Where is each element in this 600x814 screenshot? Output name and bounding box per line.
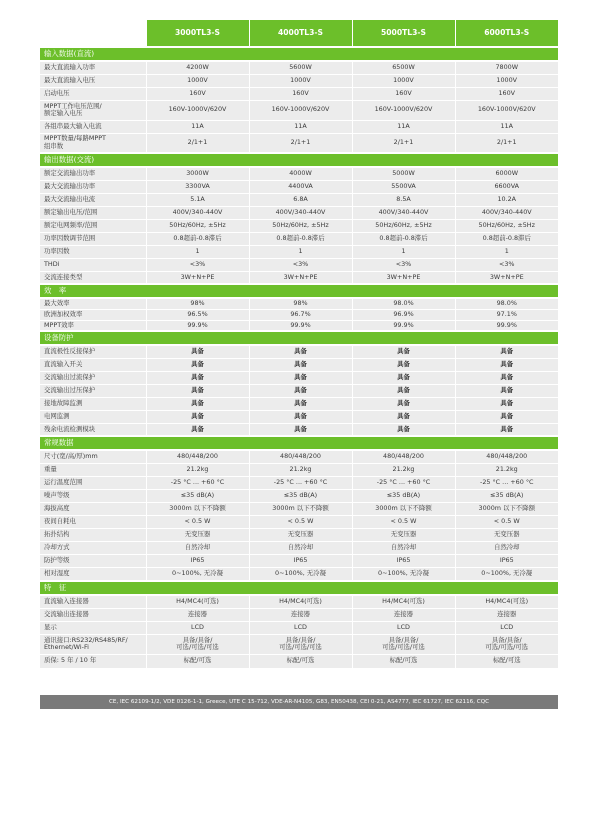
spec-row xyxy=(40,567,558,581)
spec-value: 具备 xyxy=(146,358,249,371)
spec-value: 50Hz/60Hz, ±5Hz xyxy=(146,219,249,232)
spec-label: 直流极性反接保护 xyxy=(40,345,146,358)
spec-value: H4/MC4(可选) xyxy=(249,595,352,608)
spec-value: 自然冷却 xyxy=(249,541,352,554)
spec-value: 21.2kg xyxy=(455,463,558,476)
spec-value: 4200W xyxy=(146,61,249,74)
spec-row xyxy=(40,309,558,320)
spec-value: 6000W xyxy=(455,167,558,180)
spec-value: ≤35 dB(A) xyxy=(352,489,455,502)
section-title: 输出数据(交流) xyxy=(40,153,558,167)
spec-label: 最大直流输入电压 xyxy=(40,74,146,87)
section-title: 输入数据(直流) xyxy=(40,47,558,61)
spec-value: 标配/可选 xyxy=(455,654,558,668)
spec-value: 1000V xyxy=(455,74,558,87)
spec-value: 标配/可选 xyxy=(352,654,455,668)
section-header xyxy=(40,331,558,345)
spec-value: H4/MC4(可选) xyxy=(455,595,558,608)
spec-row xyxy=(40,595,558,608)
spec-value: IP65 xyxy=(146,554,249,567)
spec-value: 99.9% xyxy=(455,320,558,331)
spec-sheet xyxy=(40,20,558,669)
spec-value: 0~100%, 无冷凝 xyxy=(146,567,249,581)
spec-value: 标配/可选 xyxy=(249,654,352,668)
spec-row xyxy=(40,258,558,271)
spec-value: 0~100%, 无冷凝 xyxy=(249,567,352,581)
spec-value: 自然冷却 xyxy=(352,541,455,554)
spec-value: 连接器 xyxy=(455,608,558,621)
spec-value: 3W+N+PE xyxy=(455,271,558,284)
spec-value: 400V/340-440V xyxy=(455,206,558,219)
spec-value: 具备 xyxy=(146,371,249,384)
section-header xyxy=(40,436,558,450)
section-title: 效 率 xyxy=(40,284,558,298)
spec-label: 额定输出电压/范围 xyxy=(40,206,146,219)
spec-label: MPPT效率 xyxy=(40,320,146,331)
spec-value: 480/448/200 xyxy=(455,450,558,463)
spec-value: 3000W xyxy=(146,167,249,180)
spec-label: 交流输出连接器 xyxy=(40,608,146,621)
spec-value: 160V xyxy=(249,87,352,100)
spec-value: 400V/340-440V xyxy=(249,206,352,219)
spec-label: 最大效率 xyxy=(40,298,146,309)
spec-value: 具备/具备/ 可选/可选/可选 xyxy=(455,634,558,654)
spec-value: 2/1+1 xyxy=(249,133,352,153)
spec-row xyxy=(40,100,558,120)
spec-value: H4/MC4(可选) xyxy=(146,595,249,608)
spec-value: 3000m 以下不降额 xyxy=(146,502,249,515)
spec-value: 21.2kg xyxy=(352,463,455,476)
spec-value: 3300VA xyxy=(146,180,249,193)
spec-value: 480/448/200 xyxy=(249,450,352,463)
spec-row xyxy=(40,245,558,258)
spec-value: LCD xyxy=(352,621,455,634)
spec-row xyxy=(40,74,558,87)
spec-value: 具备 xyxy=(146,423,249,436)
spec-row xyxy=(40,61,558,74)
spec-value: 具备 xyxy=(455,371,558,384)
spec-value: LCD xyxy=(146,621,249,634)
spec-value: -25 °C ... +60 °C xyxy=(455,476,558,489)
spec-value: 480/448/200 xyxy=(352,450,455,463)
spec-row xyxy=(40,87,558,100)
spec-value: 3000m 以下不降额 xyxy=(352,502,455,515)
spec-value: 99.9% xyxy=(249,320,352,331)
spec-label: THDi xyxy=(40,258,146,271)
spec-value: 160V-1000V/620V xyxy=(249,100,352,120)
spec-row xyxy=(40,167,558,180)
spec-value: 3W+N+PE xyxy=(146,271,249,284)
spec-value: 160V-1000V/620V xyxy=(352,100,455,120)
spec-value: 具备 xyxy=(455,410,558,423)
spec-value: 3000m 以下不降额 xyxy=(455,502,558,515)
spec-value: 无变压器 xyxy=(146,528,249,541)
section-header xyxy=(40,153,558,167)
spec-body xyxy=(40,47,558,668)
spec-value: 11A xyxy=(146,120,249,133)
spec-value: 0.8超前-0.8滞后 xyxy=(352,232,455,245)
spec-value: 6500W xyxy=(352,61,455,74)
spec-row xyxy=(40,384,558,397)
spec-label: MPPT数量/每路MPPT 组串数 xyxy=(40,133,146,153)
spec-value: ≤35 dB(A) xyxy=(455,489,558,502)
spec-value: 具备/具备/ 可选/可选/可选 xyxy=(352,634,455,654)
spec-value: 具备 xyxy=(352,423,455,436)
section-title: 特 征 xyxy=(40,581,558,595)
spec-value: 400V/340-440V xyxy=(146,206,249,219)
spec-label: 噪声等级 xyxy=(40,489,146,502)
spec-value: 2/1+1 xyxy=(146,133,249,153)
spec-label: 冷却方式 xyxy=(40,541,146,554)
spec-value: 连接器 xyxy=(146,608,249,621)
spec-value: < 0.5 W xyxy=(249,515,352,528)
spec-value: 98.0% xyxy=(455,298,558,309)
spec-value: 具备 xyxy=(455,345,558,358)
spec-value: 3000m 以下不降额 xyxy=(249,502,352,515)
spec-value: 具备 xyxy=(352,358,455,371)
spec-label: 启动电压 xyxy=(40,87,146,100)
spec-value: 6600VA xyxy=(455,180,558,193)
spec-row xyxy=(40,206,558,219)
spec-row xyxy=(40,271,558,284)
spec-row xyxy=(40,489,558,502)
spec-label: 功率因数 xyxy=(40,245,146,258)
spec-label: 各组串最大输入电流 xyxy=(40,120,146,133)
spec-label: 欧洲加权效率 xyxy=(40,309,146,320)
spec-label: 显示 xyxy=(40,621,146,634)
spec-value: 具备 xyxy=(146,345,249,358)
spec-value: 具备 xyxy=(352,410,455,423)
spec-value: 11A xyxy=(352,120,455,133)
spec-row xyxy=(40,654,558,668)
spec-value: LCD xyxy=(455,621,558,634)
spec-value: 具备 xyxy=(455,397,558,410)
spec-value: 21.2kg xyxy=(249,463,352,476)
spec-row xyxy=(40,320,558,331)
spec-value: 4400VA xyxy=(249,180,352,193)
spec-value: 无变压器 xyxy=(249,528,352,541)
spec-label: 相对湿度 xyxy=(40,567,146,581)
spec-label: 残余电流检测模块 xyxy=(40,423,146,436)
spec-value: 具备 xyxy=(455,423,558,436)
spec-value: 11A xyxy=(249,120,352,133)
spec-value: 具备 xyxy=(455,358,558,371)
spec-value: 无变压器 xyxy=(455,528,558,541)
spec-label: 交流输出过流保护 xyxy=(40,371,146,384)
spec-row xyxy=(40,634,558,654)
spec-value: 0~100%, 无冷凝 xyxy=(455,567,558,581)
spec-value: 具备 xyxy=(249,410,352,423)
spec-label: 海拔高度 xyxy=(40,502,146,515)
spec-label: 拓扑结构 xyxy=(40,528,146,541)
spec-value: 3W+N+PE xyxy=(249,271,352,284)
spec-value: 11A xyxy=(455,120,558,133)
spec-row xyxy=(40,133,558,153)
spec-value: 98.0% xyxy=(352,298,455,309)
spec-label: 交流连接类型 xyxy=(40,271,146,284)
spec-row xyxy=(40,476,558,489)
spec-label: 防护等级 xyxy=(40,554,146,567)
spec-label: 交流输出过压保护 xyxy=(40,384,146,397)
spec-value: 160V-1000V/620V xyxy=(455,100,558,120)
spec-value: 5000W xyxy=(352,167,455,180)
spec-row xyxy=(40,528,558,541)
spec-value: 7800W xyxy=(455,61,558,74)
spec-value: < 0.5 W xyxy=(352,515,455,528)
spec-value: 50Hz/60Hz, ±5Hz xyxy=(249,219,352,232)
spec-row xyxy=(40,515,558,528)
spec-label: 运行温度范围 xyxy=(40,476,146,489)
spec-label: 接地故障监测 xyxy=(40,397,146,410)
spec-value: 1000V xyxy=(146,74,249,87)
spec-label: 电网监测 xyxy=(40,410,146,423)
spec-label: 直流输入连接器 xyxy=(40,595,146,608)
spec-value: 具备 xyxy=(249,397,352,410)
spec-value: 1 xyxy=(146,245,249,258)
spec-label: 最大直流输入功率 xyxy=(40,61,146,74)
spec-row xyxy=(40,298,558,309)
spec-value: 自然冷却 xyxy=(455,541,558,554)
section-header xyxy=(40,284,558,298)
section-title: 常规数据 xyxy=(40,436,558,450)
spec-row xyxy=(40,541,558,554)
spec-value: 98% xyxy=(249,298,352,309)
spec-value: 50Hz/60Hz, ±5Hz xyxy=(352,219,455,232)
spec-label: 直流输入开关 xyxy=(40,358,146,371)
spec-value: 具备 xyxy=(249,384,352,397)
model-header: 6000TL3-S xyxy=(455,20,558,47)
spec-value: 具备 xyxy=(249,423,352,436)
spec-row xyxy=(40,120,558,133)
spec-label: 最大交流输出功率 xyxy=(40,180,146,193)
spec-value: 具备 xyxy=(352,397,455,410)
spec-value: 5500VA xyxy=(352,180,455,193)
spec-row xyxy=(40,450,558,463)
spec-value: 98% xyxy=(146,298,249,309)
spec-value: 具备 xyxy=(455,384,558,397)
spec-value: < 0.5 W xyxy=(455,515,558,528)
spec-label: 夜间自耗电 xyxy=(40,515,146,528)
spec-row xyxy=(40,371,558,384)
spec-value: 1 xyxy=(352,245,455,258)
spec-value: IP65 xyxy=(352,554,455,567)
spec-value: 连接器 xyxy=(249,608,352,621)
spec-value: 1 xyxy=(249,245,352,258)
spec-value: 0.8超前-0.8滞后 xyxy=(249,232,352,245)
spec-value: 具备/具备/ 可选/可选/可选 xyxy=(146,634,249,654)
spec-value: 1 xyxy=(455,245,558,258)
section-title: 设备防护 xyxy=(40,331,558,345)
spec-value: 0.8超前-0.8滞后 xyxy=(146,232,249,245)
model-header: 4000TL3-S xyxy=(249,20,352,47)
spec-value: 8.5A xyxy=(352,193,455,206)
spec-value: 无变压器 xyxy=(352,528,455,541)
spec-value: 1000V xyxy=(352,74,455,87)
spec-value: 0~100%, 无冷凝 xyxy=(352,567,455,581)
spec-value: 标配/可选 xyxy=(146,654,249,668)
spec-value: 具备 xyxy=(249,345,352,358)
spec-row xyxy=(40,193,558,206)
spec-value: 具备 xyxy=(249,358,352,371)
spec-value: LCD xyxy=(249,621,352,634)
spec-value: 自然冷却 xyxy=(146,541,249,554)
spec-value: 具备 xyxy=(352,384,455,397)
spec-value: 96.9% xyxy=(352,309,455,320)
spec-value: < 0.5 W xyxy=(146,515,249,528)
spec-value: 99.9% xyxy=(352,320,455,331)
spec-value: 0.8超前-0.8滞后 xyxy=(455,232,558,245)
spec-label: 质保: 5 年 / 10 年 xyxy=(40,654,146,668)
spec-label: 重量 xyxy=(40,463,146,476)
spec-label: 额定电网频率/范围 xyxy=(40,219,146,232)
spec-row xyxy=(40,423,558,436)
spec-value: <3% xyxy=(455,258,558,271)
spec-value: 1000V xyxy=(249,74,352,87)
spec-value: 160V xyxy=(455,87,558,100)
spec-value: 2/1+1 xyxy=(352,133,455,153)
spec-row xyxy=(40,358,558,371)
spec-value: 具备 xyxy=(352,345,455,358)
spec-value: 50Hz/60Hz, ±5Hz xyxy=(455,219,558,232)
spec-row xyxy=(40,608,558,621)
spec-row xyxy=(40,463,558,476)
spec-row xyxy=(40,232,558,245)
model-header-row xyxy=(40,20,558,47)
section-header xyxy=(40,47,558,61)
model-header: 3000TL3-S xyxy=(146,20,249,47)
spec-value: <3% xyxy=(352,258,455,271)
spec-value: 99.9% xyxy=(146,320,249,331)
spec-label: 最大交流输出电流 xyxy=(40,193,146,206)
spec-value: 160V-1000V/620V xyxy=(146,100,249,120)
spec-value: 5.1A xyxy=(146,193,249,206)
spec-value: 5600W xyxy=(249,61,352,74)
spec-row xyxy=(40,180,558,193)
spec-value: 160V xyxy=(352,87,455,100)
spec-row xyxy=(40,345,558,358)
spec-value: -25 °C ... +60 °C xyxy=(249,476,352,489)
spec-label: 功率因数调节范围 xyxy=(40,232,146,245)
spec-row xyxy=(40,554,558,567)
spec-value: H4/MC4(可选) xyxy=(352,595,455,608)
spec-label: 通讯接口:RS232/RS485/RF/ Ethernet/Wi-Fi xyxy=(40,634,146,654)
spec-value: IP65 xyxy=(455,554,558,567)
spec-table xyxy=(40,20,558,669)
spec-value: 480/448/200 xyxy=(146,450,249,463)
spec-value: ≤35 dB(A) xyxy=(146,489,249,502)
spec-value: 具备/具备/ 可选/可选/可选 xyxy=(249,634,352,654)
spec-value: 10.2A xyxy=(455,193,558,206)
header-corner xyxy=(40,20,146,47)
spec-value: 连接器 xyxy=(352,608,455,621)
spec-value: 2/1+1 xyxy=(455,133,558,153)
spec-value: 4000W xyxy=(249,167,352,180)
section-header xyxy=(40,581,558,595)
model-header: 5000TL3-S xyxy=(352,20,455,47)
spec-value: -25 °C ... +60 °C xyxy=(352,476,455,489)
spec-row xyxy=(40,219,558,232)
certification-footer: CE, IEC 62109-1/2, VDE 0126-1-1, Greece, UTE C 15-712, VDE-AR-N4105, G83, EN50438, CEI 0-21, AS4777, IEC 61727, IEC 62116, CQC xyxy=(40,695,558,709)
spec-value: 具备 xyxy=(146,384,249,397)
spec-row xyxy=(40,502,558,515)
spec-label: 额定交流输出功率 xyxy=(40,167,146,180)
spec-value: 3W+N+PE xyxy=(352,271,455,284)
spec-row xyxy=(40,621,558,634)
spec-value: IP65 xyxy=(249,554,352,567)
spec-label: MPPT工作电压范围/ 额定输入电压 xyxy=(40,100,146,120)
spec-value: <3% xyxy=(249,258,352,271)
spec-value: -25 °C ... +60 °C xyxy=(146,476,249,489)
spec-value: 97.1% xyxy=(455,309,558,320)
spec-label: 尺寸(宽/高/厚)mm xyxy=(40,450,146,463)
spec-value: 6.8A xyxy=(249,193,352,206)
spec-value: 400V/340-440V xyxy=(352,206,455,219)
spec-value: 具备 xyxy=(146,397,249,410)
spec-value: 160V xyxy=(146,87,249,100)
spec-value: 具备 xyxy=(352,371,455,384)
spec-value: ≤35 dB(A) xyxy=(249,489,352,502)
spec-value: <3% xyxy=(146,258,249,271)
spec-value: 21.2kg xyxy=(146,463,249,476)
spec-value: 具备 xyxy=(249,371,352,384)
spec-value: 96.5% xyxy=(146,309,249,320)
spec-row xyxy=(40,410,558,423)
spec-value: 具备 xyxy=(146,410,249,423)
spec-value: 96.7% xyxy=(249,309,352,320)
spec-row xyxy=(40,397,558,410)
